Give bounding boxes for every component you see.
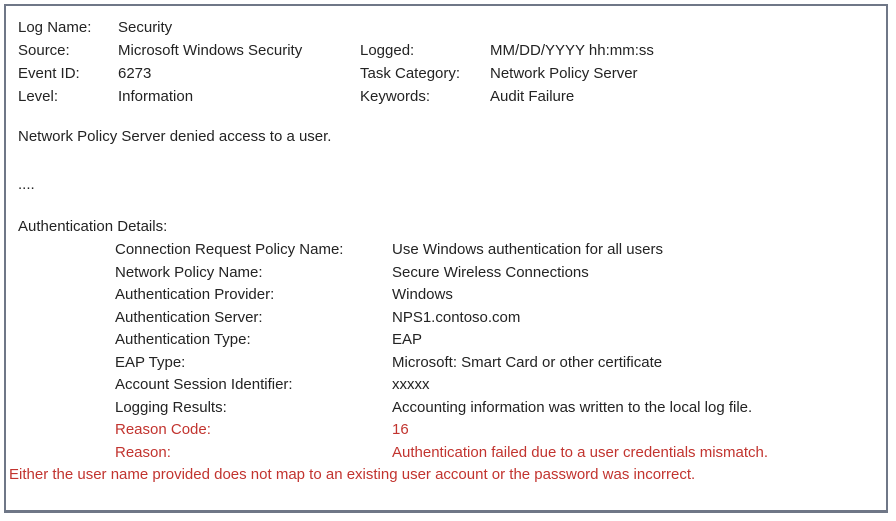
detail-value: Use Windows authentication for all users [392,241,663,258]
event-description: Network Policy Server denied access to a user. [18,128,332,145]
detail-label: Authentication Type: [115,331,251,348]
detail-label: Network Policy Name: [115,263,263,281]
detail-label: Account Session Identifier: [115,376,293,393]
detail-row-logging-results [115,397,872,420]
log-name-label: Log Name: [18,19,92,36]
header-row-event-id [18,62,872,85]
logged-value: MM/DD/YYYY hh:mm:ss [490,42,654,59]
detail-row-account-session-identifier [115,374,872,397]
level-label: Level: [18,88,59,105]
ellipsis-text: .... [18,176,35,193]
reason-explanation-text: Either the user name provided does not map to an existing user account or the password was incorrect. [9,466,696,483]
detail-value: Accounting information was written to the local log file. [392,398,753,416]
source-value: Microsoft Windows Security [118,42,303,59]
header-row-level [18,85,872,108]
detail-label: Reason: [115,443,171,461]
keywords-label: Keywords: [360,88,431,105]
detail-value: Windows [392,286,453,303]
level-value: Information [118,88,194,105]
detail-value: Secure Wireless Connections [392,263,589,281]
detail-label: Authentication Provider: [115,286,275,303]
detail-value: xxxxx [392,376,430,393]
detail-label: EAP Type: [115,353,186,371]
detail-row-authentication-provider [115,284,872,307]
source-label: Source: [18,42,70,59]
detail-value: 16 [392,421,409,438]
keywords-value: Audit Failure [490,88,575,105]
header-row-log-name [18,16,872,39]
detail-value: NPS1.contoso.com [392,308,521,326]
detail-row-authentication-type [115,329,872,352]
log-name-value: Security [118,19,173,36]
detail-value: EAP [392,331,423,348]
detail-label: Reason Code: [115,421,211,438]
logged-label: Logged: [360,42,415,59]
detail-row-reason [115,442,872,465]
event-log-panel [4,4,888,513]
task-category-value: Network Policy Server [490,65,638,82]
task-category-label: Task Category: [360,65,461,82]
detail-label: Authentication Server: [115,308,263,326]
detail-row-reason-code [115,419,872,442]
authentication-details-heading: Authentication Details: [18,218,168,235]
detail-row-eap-type [115,352,872,375]
detail-label: Logging Results: [115,398,227,416]
header-spacer [490,16,872,39]
detail-row-connection-request-policy [115,239,872,262]
detail-value: Authentication failed due to a user credentials mismatch. [392,443,769,461]
event-id-value: 6273 [118,65,152,82]
header-spacer [360,16,490,39]
detail-row-network-policy-name [115,262,872,285]
detail-label: Connection Request Policy Name: [115,241,344,258]
detail-value: Microsoft: Smart Card or other certificate [392,353,663,371]
event-id-label: Event ID: [18,65,80,82]
detail-row-authentication-server [115,307,872,330]
header-row-source [18,39,872,62]
authentication-details-list [115,239,872,464]
